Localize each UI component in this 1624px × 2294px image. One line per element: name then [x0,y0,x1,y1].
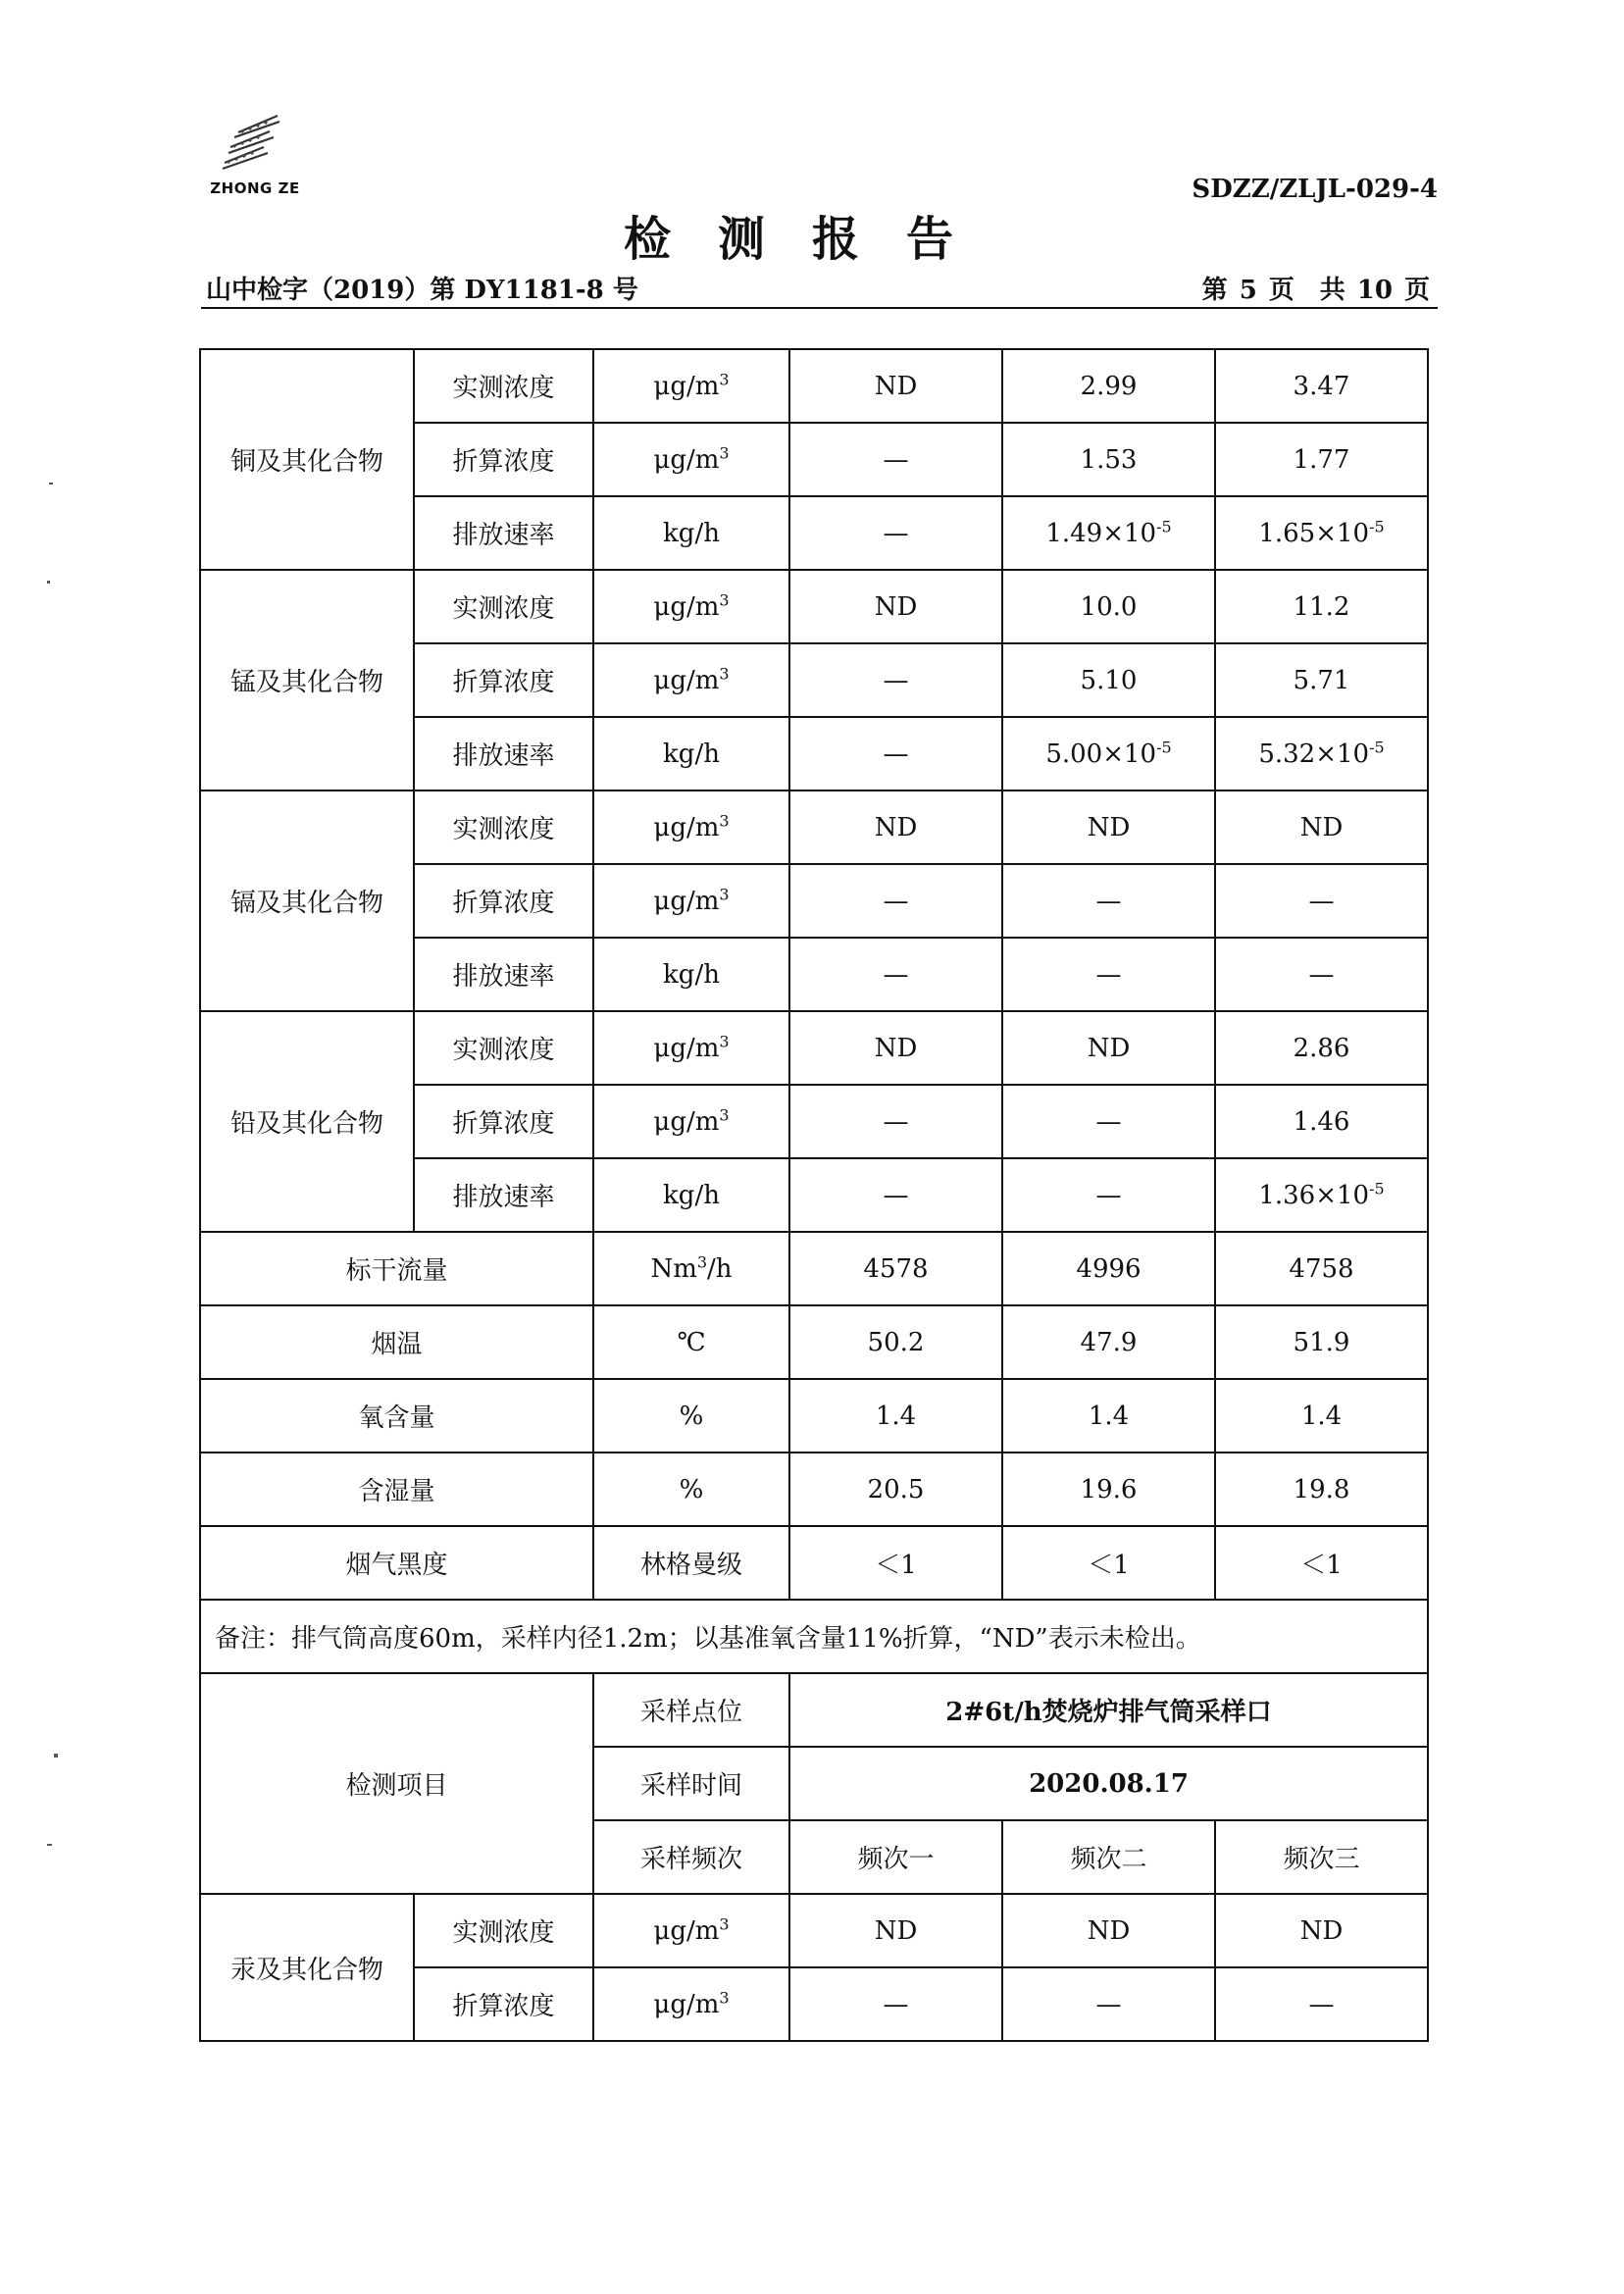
param-label: 含湿量 [200,1453,593,1526]
metric-label: 折算浓度 [414,1967,593,2041]
sampling-point-label: 采样点位 [593,1673,789,1747]
value-cell: ND [789,790,1002,864]
value-cell: ND [789,570,1002,643]
unit-cell: kg/h [593,938,789,1011]
value-cell: — [789,1085,1002,1158]
table-row [200,1453,1428,1526]
value-cell: 19.8 [1215,1453,1428,1526]
metric-label: 折算浓度 [414,864,593,938]
unit-cell: Nm$^3$/h [593,1232,789,1305]
speck [54,1754,58,1758]
value-cell: — [789,1967,1002,2041]
unit-cell: $\mu g/m^3$ [593,790,789,864]
table-row [200,790,1428,864]
table-row [200,1232,1428,1305]
speck [47,1844,52,1846]
sampling-time-value: 2020.08.17 [789,1747,1428,1820]
value-cell: 19.6 [1002,1453,1215,1526]
metric-label: 折算浓度 [414,423,593,496]
param-label: 氧含量 [200,1379,593,1453]
value-cell: $1.65\times 10^{-5}$ [1215,496,1428,570]
compound-name: 铜及其化合物 [200,349,414,570]
value-cell: 1.77 [1215,423,1428,496]
value-cell: — [789,1158,1002,1232]
detection-item-label: 检测项目 [200,1673,593,1894]
unit-cell: kg/h [593,1158,789,1232]
value-cell: ND [1002,790,1215,864]
metric-label: 排放速率 [414,1158,593,1232]
value-cell: 10.0 [1002,570,1215,643]
unit-cell: $\mu g/m^3$ [593,1085,789,1158]
compound-name: 锰及其化合物 [200,570,414,790]
document-code: SDZZ/ZLJL-029-4 [1192,175,1438,204]
value-cell: 1.4 [789,1379,1002,1453]
value-cell: — [1215,1967,1428,2041]
value-cell: — [1002,1085,1215,1158]
value-cell: ＜1 [1002,1526,1215,1600]
unit-cell: kg/h [593,496,789,570]
value-cell: — [789,496,1002,570]
unit-cell: $\mu g/m^3$ [593,1011,789,1085]
value-cell: 20.5 [789,1453,1002,1526]
value-cell: 47.9 [1002,1305,1215,1379]
table-row [200,570,1428,643]
unit-cell: $\mu g/m^3$ [593,643,789,717]
value-cell: 11.2 [1215,570,1428,643]
speck [49,483,53,484]
unit-cell: $\mu g/m^3$ [593,1967,789,2041]
page-indicator [1196,270,1436,306]
value-cell: ＜1 [789,1526,1002,1600]
value-cell: 4578 [789,1232,1002,1305]
value-cell: 2.86 [1215,1011,1428,1085]
page-current: 5 [1239,276,1257,305]
value-cell: — [1002,938,1215,1011]
page-prefix: 第 [1201,276,1228,305]
value-cell: ND [1215,1894,1428,1967]
unit-cell: $\mu g/m^3$ [593,1894,789,1967]
value-cell: $5.32\times 10^{-5}$ [1215,717,1428,790]
value-cell: 5.10 [1002,643,1215,717]
unit-cell: $\mu g/m^3$ [593,349,789,423]
value-cell: ND [789,1894,1002,1967]
header-divider [201,307,1438,309]
unit-cell: % [593,1379,789,1453]
value-cell: $5.00\times 10^{-5}$ [1002,717,1215,790]
value-cell: 50.2 [789,1305,1002,1379]
table-row [200,1600,1428,1673]
value-cell: — [1002,1967,1215,2041]
unit-cell: kg/h [593,717,789,790]
metric-label: 折算浓度 [414,1085,593,1158]
value-cell: 4758 [1215,1232,1428,1305]
value-cell: ND [789,1011,1002,1085]
table-row [200,1379,1428,1453]
table-row [200,349,1428,423]
value-cell: 1.4 [1215,1379,1428,1453]
value-cell: ND [1215,790,1428,864]
table-row [200,1673,1428,1747]
page-title: 检测报告 [623,212,1000,267]
frequency-1: 频次一 [789,1820,1002,1894]
frequency-2: 频次二 [1002,1820,1215,1894]
speck [47,581,50,584]
value-cell: — [1215,864,1428,938]
compound-name: 汞及其化合物 [200,1894,414,2041]
value-cell: — [1215,938,1428,1011]
remarks: 备注：排气筒高度60m，采样内径1.2m；以基准氧含量11%折算，“ND”表示未检出。 [200,1600,1428,1673]
value-cell: $1.36\times 10^{-5}$ [1215,1158,1428,1232]
value-cell: 51.9 [1215,1305,1428,1379]
metric-label: 实测浓度 [414,790,593,864]
metric-label: 实测浓度 [414,570,593,643]
param-label: 标干流量 [200,1232,593,1305]
value-cell: 4996 [1002,1232,1215,1305]
unit-cell: $\mu g/m^3$ [593,570,789,643]
logo-text: ZHONG ZE [210,179,300,197]
value-cell: 2.99 [1002,349,1215,423]
value-cell: ND [1002,1894,1215,1967]
value-cell: — [1002,864,1215,938]
value-cell: — [789,864,1002,938]
value-cell: — [789,643,1002,717]
value-cell: ND [1002,1011,1215,1085]
param-label: 烟温 [200,1305,593,1379]
page-total: 10 [1356,276,1393,305]
monitoring-results-table [199,348,1429,2042]
sampling-time-label: 采样时间 [593,1747,789,1820]
compound-name: 镉及其化合物 [200,790,414,1011]
metric-label: 排放速率 [414,496,593,570]
value-cell: — [789,717,1002,790]
table-row [200,1894,1428,1967]
page-suffix: 页 [1403,276,1430,305]
unit-cell: 林格曼级 [593,1526,789,1600]
value-cell: ND [789,349,1002,423]
value-cell: — [789,423,1002,496]
value-cell: 1.53 [1002,423,1215,496]
value-cell: 1.4 [1002,1379,1215,1453]
unit-cell: $\mu g/m^3$ [593,423,789,496]
table-row [200,1011,1428,1085]
unit-cell: % [593,1453,789,1526]
metric-label: 排放速率 [414,938,593,1011]
metric-label: 排放速率 [414,717,593,790]
page-mid: 页 共 [1268,276,1345,305]
unit-cell: $\mu g/m^3$ [593,864,789,938]
metric-label: 实测浓度 [414,1894,593,1967]
value-cell: 5.71 [1215,643,1428,717]
value-cell: 3.47 [1215,349,1428,423]
value-cell: — [1002,1158,1215,1232]
value-cell: — [789,938,1002,1011]
table-row [200,1526,1428,1600]
value-cell: ＜1 [1215,1526,1428,1600]
metric-label: 实测浓度 [414,349,593,423]
value-cell: $1.49\times 10^{-5}$ [1002,496,1215,570]
table-row [200,1305,1428,1379]
compound-name: 铅及其化合物 [200,1011,414,1232]
metric-label: 实测浓度 [414,1011,593,1085]
metric-label: 折算浓度 [414,643,593,717]
param-label: 烟气黑度 [200,1526,593,1600]
report-number: 山中检字（2019）第 DY1181-8 号 [206,276,638,305]
frequency-3: 频次三 [1215,1820,1428,1894]
sampling-point-value: 2#6t/h焚烧炉排气筒采样口 [789,1673,1428,1747]
unit-cell: ℃ [593,1305,789,1379]
frequency-label: 采样频次 [593,1820,789,1894]
value-cell: 1.46 [1215,1085,1428,1158]
